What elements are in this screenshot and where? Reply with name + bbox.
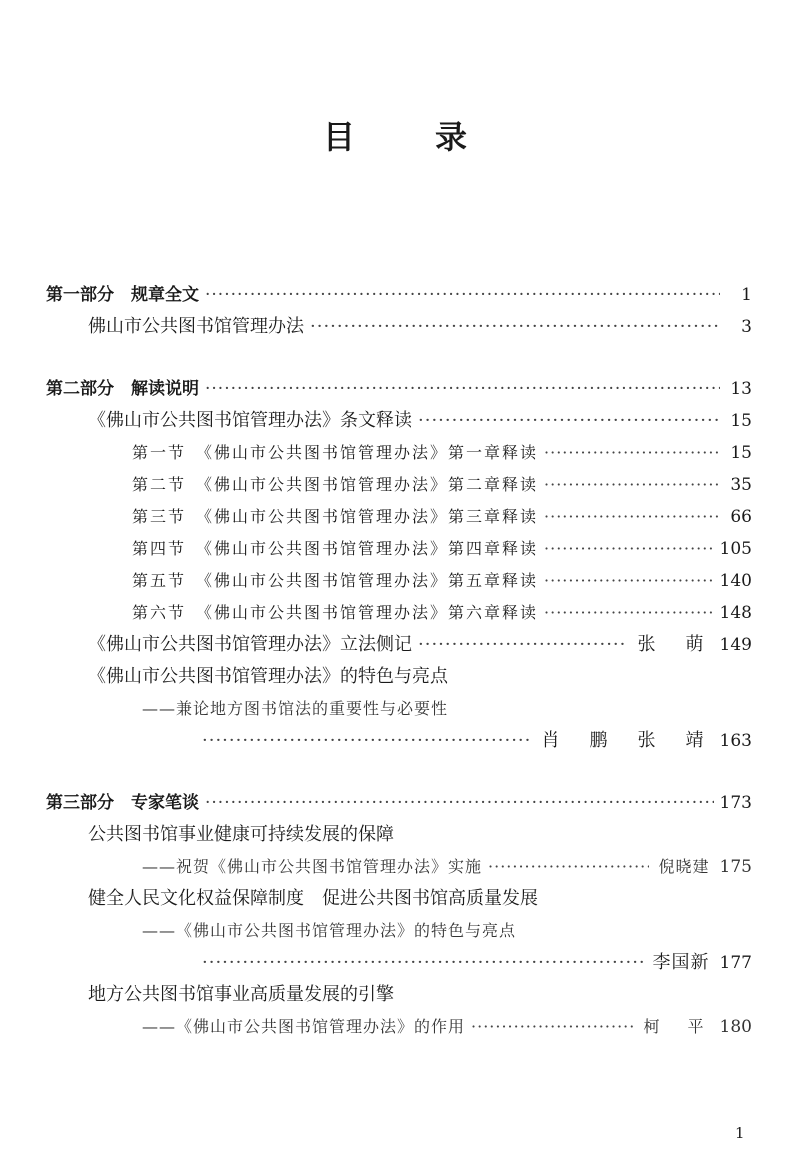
toc-entry-legislation-notes[interactable]: [46, 629, 752, 661]
toc-subtitle: [46, 915, 752, 947]
toc-entry-features[interactable]: [46, 661, 752, 693]
toc-subtitle-text: ——祝贺《佛山市公共图书馆管理办法》实施: [142, 857, 483, 876]
toc-entry-features-page[interactable]: [46, 725, 752, 757]
toc-entry-regulation[interactable]: [46, 311, 752, 343]
toc-label: 第三部分 专家笔谈: [46, 793, 199, 813]
dot-leader: [202, 725, 532, 757]
toc-page: 13: [730, 379, 752, 399]
toc-section-1[interactable]: [46, 437, 752, 469]
dot-leader: [205, 373, 720, 405]
toc-section-3[interactable]: [46, 501, 752, 533]
toc-subtitle-text: ——《佛山市公共图书馆管理办法》的特色与亮点: [142, 921, 517, 940]
table-of-contents: [46, 279, 752, 1043]
toc-page: 177: [719, 953, 752, 973]
dot-leader: [544, 597, 714, 629]
toc-label: 第一节 《佛山市公共图书馆管理办法》第一章释读: [132, 443, 539, 462]
dot-leader: [544, 469, 720, 501]
dot-leader: [488, 851, 649, 883]
toc-page: 15: [730, 443, 752, 463]
toc-entry-guarantee-sub[interactable]: [46, 851, 752, 883]
toc-label: 第三节 《佛山市公共图书馆管理办法》第三章释读: [132, 507, 539, 526]
toc-part-3[interactable]: [46, 787, 752, 819]
toc-page: 180: [719, 1017, 752, 1037]
toc-subtitle: [46, 693, 752, 725]
toc-subtitle-text: ——《佛山市公共图书馆管理办法》的作用: [142, 1017, 466, 1036]
dot-leader: [202, 947, 643, 979]
toc-section-5[interactable]: [46, 565, 752, 597]
title-char-1: 目: [322, 118, 355, 156]
toc-page: 35: [730, 475, 752, 495]
dot-leader: [544, 565, 714, 597]
toc-page: 173: [719, 793, 752, 813]
toc-label: 第六节 《佛山市公共图书馆管理办法》第六章释读: [132, 603, 539, 622]
toc-author: 李国新: [652, 952, 710, 973]
toc-page: 105: [719, 539, 752, 559]
toc-page: 15: [730, 411, 752, 431]
toc-label: 公共图书馆事业健康可持续发展的保障: [88, 824, 394, 845]
toc-label: 地方公共图书馆事业高质量发展的引擎: [88, 984, 394, 1005]
dot-leader: [205, 279, 720, 311]
toc-page: 148: [719, 603, 752, 623]
toc-label: 第一部分 规章全文: [46, 285, 199, 305]
toc-label: 第二部分 解读说明: [46, 379, 199, 399]
toc-page: 163: [719, 731, 752, 751]
toc-label: 第二节 《佛山市公共图书馆管理办法》第二章释读: [132, 475, 539, 494]
dot-leader: [205, 787, 714, 819]
toc-page: 1: [741, 285, 752, 305]
toc-label: 第四节 《佛山市公共图书馆管理办法》第四章释读: [132, 539, 539, 558]
toc-page: 140: [719, 571, 752, 591]
toc-entry-engine-sub[interactable]: [46, 1011, 752, 1043]
toc-entry-engine[interactable]: [46, 979, 752, 1011]
dot-leader: [418, 405, 720, 437]
dot-leader: [471, 1011, 634, 1043]
toc-label: 健全人民文化权益保障制度 促进公共图书馆高质量发展: [88, 888, 538, 909]
dot-leader: [418, 629, 628, 661]
toc-page: 149: [719, 635, 752, 655]
toc-page: 175: [719, 857, 752, 877]
toc-entry-article-reading[interactable]: [46, 405, 752, 437]
toc-author: 倪晓建: [658, 857, 710, 876]
toc-label: 佛山市公共图书馆管理办法: [88, 316, 304, 337]
dot-leader: [310, 311, 720, 343]
toc-entry-rights[interactable]: [46, 883, 752, 915]
toc-label: 《佛山市公共图书馆管理办法》立法侧记: [88, 634, 412, 655]
toc-part-1[interactable]: [46, 279, 752, 311]
toc-author: 柯 平: [643, 1017, 710, 1036]
dot-leader: [544, 501, 720, 533]
toc-page: 3: [741, 317, 752, 337]
toc-section-6[interactable]: [46, 597, 752, 629]
toc-subtitle-text: ——兼论地方图书馆法的重要性与必要性: [142, 699, 449, 718]
dot-leader: [544, 437, 720, 469]
toc-label: 《佛山市公共图书馆管理办法》的特色与亮点: [88, 666, 448, 687]
title-char-2: 录: [435, 118, 468, 156]
toc-part-2[interactable]: [46, 373, 752, 405]
toc-author: 张 萌: [637, 634, 710, 655]
toc-section-4[interactable]: [46, 533, 752, 565]
toc-entry-guarantee[interactable]: [46, 819, 752, 851]
toc-label: 第五节 《佛山市公共图书馆管理办法》第五章释读: [132, 571, 539, 590]
dot-leader: [544, 533, 714, 565]
page-number: 1: [735, 1124, 745, 1142]
toc-page: 66: [730, 507, 752, 527]
toc-label: 《佛山市公共图书馆管理办法》条文释读: [88, 410, 412, 431]
toc-author: 肖 鹏 张 靖: [541, 730, 710, 751]
toc-entry-rights-page[interactable]: [46, 947, 752, 979]
page-title: [0, 112, 790, 158]
toc-section-2[interactable]: [46, 469, 752, 501]
